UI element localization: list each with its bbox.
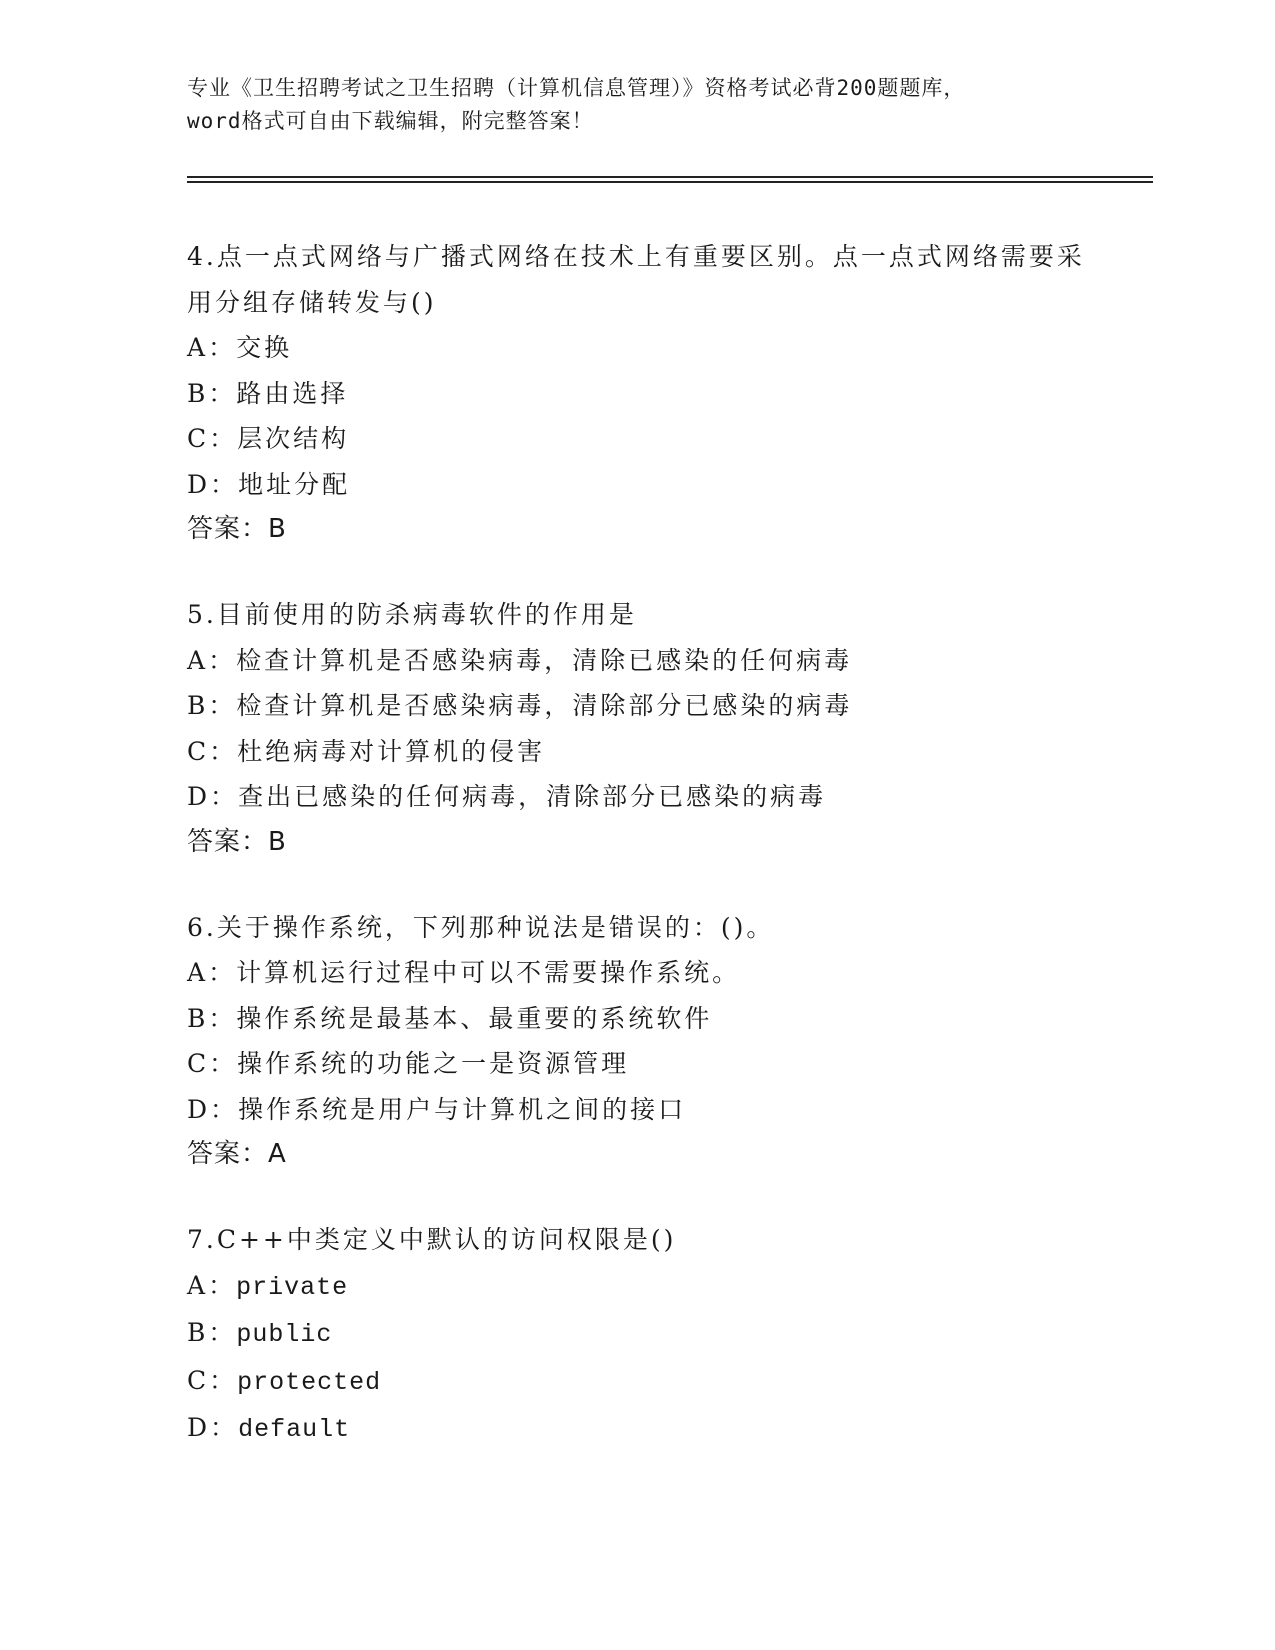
option-d: D：操作系统是用户与计算机之间的接口 [187,1094,687,1124]
option-key: C [187,1049,210,1078]
option-key: C [187,736,210,766]
option-key: A [187,645,209,675]
option-key: D [187,1413,211,1442]
question-4 [187,234,1087,552]
option-key: B [187,1318,209,1347]
option-text: 操作系统的功能之一是资源管理 [237,1049,630,1078]
question-stem: 6.关于操作系统，下列那种说法是错误的：()。 [187,912,775,942]
option-b: B：路由选择 [187,378,349,408]
option-key: D [187,469,211,499]
option-text: public [236,1320,333,1349]
option-key: D [187,782,211,811]
header-divider-top [187,176,1153,178]
option-c: C：protected [187,1365,382,1397]
header-divider-bottom [187,181,1153,183]
option-key: A [187,333,209,362]
option-key: D [187,1094,211,1124]
option-key: A [187,1270,209,1300]
answer-line: 答案：B [187,514,287,544]
option-d: D：地址分配 [187,469,351,499]
option-text: protected [237,1367,382,1397]
question-stem: 4.点一点式网络与广播式网络在技术上有重要区别。点一点式网络需要采用分组存储转发与() [187,242,1085,317]
option-c: C：层次结构 [187,424,350,453]
option-b: B：检查计算机是否感染病毒，清除部分已感染的病毒 [187,691,853,720]
option-c: C：操作系统的功能之一是资源管理 [187,1049,630,1078]
question-stem: 5.目前使用的防杀病毒软件的作用是 [187,600,637,629]
question-list [187,234,1087,1493]
option-text: 交换 [236,333,293,362]
answer-line: 答案：B [187,826,287,857]
option-key: B [187,1003,209,1033]
option-text: 查出已感染的任何病毒，清除部分已感染的病毒 [238,782,827,811]
option-text: 路由选择 [236,378,349,408]
option-text: private [236,1272,349,1302]
question-7 [187,1217,1087,1453]
option-text: 层次结构 [237,424,350,453]
option-text: 杜绝病毒对计算机的侵害 [237,736,546,766]
option-text: 操作系统是最基本、最重要的系统软件 [236,1003,713,1033]
option-a: A：检查计算机是否感染病毒，清除已感染的任何病毒 [187,645,853,675]
option-key: C [187,1365,210,1395]
option-key: C [187,424,210,453]
option-a: A：计算机运行过程中可以不需要操作系统。 [187,958,741,987]
option-a: A：private [187,1270,349,1302]
question-5 [187,592,1087,865]
option-b: B：public [187,1318,333,1349]
header-line-2: word格式可自由下载编辑，附完整答案！ [187,109,594,133]
option-text: 检查计算机是否感染病毒，清除部分已感染的病毒 [236,691,853,720]
option-text: 地址分配 [238,469,351,499]
option-text: 检查计算机是否感染病毒，清除已感染的任何病毒 [236,645,853,675]
option-text: 计算机运行过程中可以不需要操作系统。 [236,958,741,987]
option-d: D：default [187,1413,351,1444]
option-c: C：杜绝病毒对计算机的侵害 [187,736,546,766]
option-key: A [187,958,209,987]
answer-line: 答案：A [187,1139,287,1169]
option-a: A：交换 [187,333,293,362]
question-stem: 7.C++中类定义中默认的访问权限是() [187,1225,677,1254]
option-key: B [187,691,209,720]
question-6 [187,905,1087,1178]
option-key: B [187,378,209,408]
option-text: 操作系统是用户与计算机之间的接口 [238,1094,687,1124]
option-d: D：查出已感染的任何病毒，清除部分已感染的病毒 [187,782,827,811]
option-b: B：操作系统是最基本、最重要的系统软件 [187,1003,713,1033]
document-header [187,72,1087,138]
header-line-1: 专业《卫生招聘考试之卫生招聘（计算机信息管理）》资格考试必背200题题库， [187,76,966,100]
option-text: default [238,1415,351,1444]
